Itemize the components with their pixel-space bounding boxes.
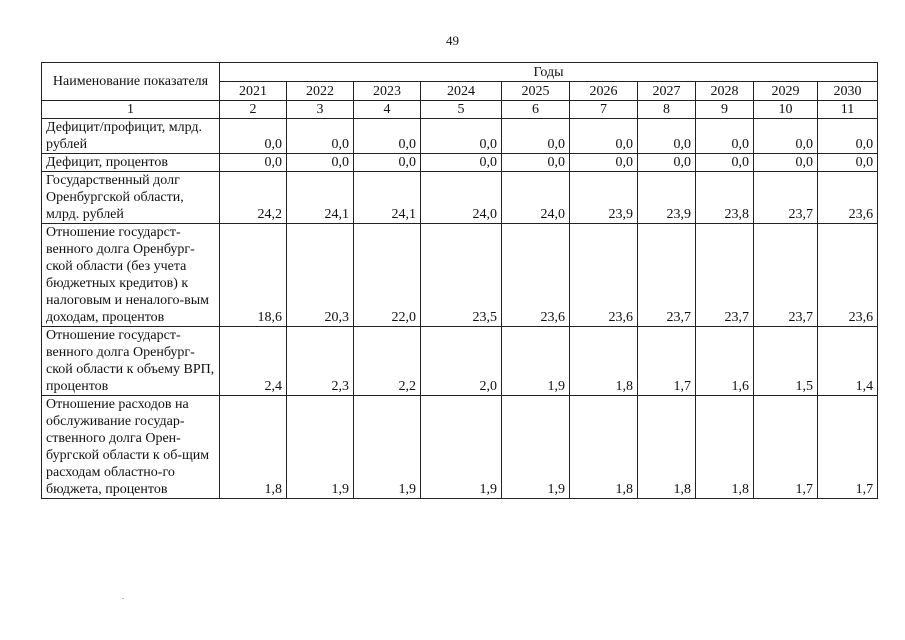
row-value: 0,0 [421, 154, 502, 172]
row-value: 1,8 [570, 396, 638, 499]
row-value: 1,6 [696, 327, 754, 396]
row-value: 0,0 [818, 119, 878, 154]
row-value: 1,9 [502, 327, 570, 396]
row-label: Отношение государст-венного долга Оренбург-ской области к объему ВРП, процентов [42, 327, 220, 396]
row-value: 0,0 [570, 154, 638, 172]
row-value: 1,8 [220, 396, 287, 499]
row-value: 23,6 [570, 224, 638, 327]
row-value: 1,8 [638, 396, 696, 499]
table-row [42, 224, 878, 327]
year-header-cell: 2022 [287, 82, 354, 101]
year-header-cell: 2021 [220, 82, 287, 101]
row-value: 0,0 [818, 154, 878, 172]
row-value: 1,8 [570, 327, 638, 396]
row-label: Дефицит, процентов [42, 154, 220, 172]
row-value: 1,9 [502, 396, 570, 499]
row-value: 0,0 [354, 119, 421, 154]
row-value: 24,0 [421, 172, 502, 224]
header-row-top [42, 63, 878, 82]
row-value: 24,1 [354, 172, 421, 224]
year-header-cell: 2026 [570, 82, 638, 101]
row-value: 23,8 [696, 172, 754, 224]
row-value: 0,0 [638, 119, 696, 154]
column-number-row [42, 101, 878, 119]
row-value: 23,9 [638, 172, 696, 224]
row-value: 0,0 [638, 154, 696, 172]
row-value: 18,6 [220, 224, 287, 327]
column-number-cell: 4 [354, 101, 421, 119]
row-value: 0,0 [754, 154, 818, 172]
row-value: 22,0 [354, 224, 421, 327]
row-value: 0,0 [354, 154, 421, 172]
indicator-name-header: Наименование показателя [42, 63, 220, 101]
table-row [42, 119, 878, 154]
row-value: 23,7 [754, 172, 818, 224]
row-value: 0,0 [220, 154, 287, 172]
year-header-cell: 2025 [502, 82, 570, 101]
row-value: 0,0 [696, 119, 754, 154]
row-value: 23,7 [638, 224, 696, 327]
row-value: 24,0 [502, 172, 570, 224]
column-number-cell: 3 [287, 101, 354, 119]
row-value: 0,0 [220, 119, 287, 154]
row-value: 1,9 [421, 396, 502, 499]
row-value: 1,4 [818, 327, 878, 396]
row-label: Отношение государст-венного долга Оренбург-ской области (без учета бюджетных кредитов) к налоговым и неналого-вым доходам, процентов [42, 224, 220, 327]
scan-speck [122, 598, 124, 599]
row-value: 1,9 [354, 396, 421, 499]
column-number-cell: 11 [818, 101, 878, 119]
table-row [42, 396, 878, 499]
year-header-cell: 2030 [818, 82, 878, 101]
row-value: 1,5 [754, 327, 818, 396]
row-value: 0,0 [502, 119, 570, 154]
row-value: 23,6 [818, 172, 878, 224]
row-value: 0,0 [287, 154, 354, 172]
year-header-cell: 2023 [354, 82, 421, 101]
column-number-cell: 8 [638, 101, 696, 119]
row-value: 2,3 [287, 327, 354, 396]
row-label: Государственный долг Оренбургской области, млрд. рублей [42, 172, 220, 224]
row-value: 2,0 [421, 327, 502, 396]
year-header-cell: 2029 [754, 82, 818, 101]
row-value: 20,3 [287, 224, 354, 327]
row-value: 23,9 [570, 172, 638, 224]
row-value: 1,7 [818, 396, 878, 499]
table-row [42, 327, 878, 396]
table-row [42, 172, 878, 224]
row-value: 1,8 [696, 396, 754, 499]
row-label: Дефицит/профицит, млрд. рублей [42, 119, 220, 154]
row-value: 23,7 [696, 224, 754, 327]
row-value: 0,0 [287, 119, 354, 154]
row-value: 1,7 [638, 327, 696, 396]
column-number-cell: 10 [754, 101, 818, 119]
row-value: 1,9 [287, 396, 354, 499]
column-number-cell: 9 [696, 101, 754, 119]
row-value: 0,0 [570, 119, 638, 154]
year-header-cell: 2027 [638, 82, 696, 101]
table-row [42, 154, 878, 172]
row-value: 24,1 [287, 172, 354, 224]
column-number-cell: 7 [570, 101, 638, 119]
row-value: 2,2 [354, 327, 421, 396]
year-header-cell: 2028 [696, 82, 754, 101]
budget-indicators-table [41, 62, 878, 499]
row-value: 0,0 [754, 119, 818, 154]
column-number-cell: 2 [220, 101, 287, 119]
row-value: 0,0 [421, 119, 502, 154]
year-header-cell: 2024 [421, 82, 502, 101]
row-value: 23,6 [818, 224, 878, 327]
column-number-cell: 1 [42, 101, 220, 119]
column-number-cell: 6 [502, 101, 570, 119]
row-value: 0,0 [696, 154, 754, 172]
row-value: 23,6 [502, 224, 570, 327]
row-value: 1,7 [754, 396, 818, 499]
page-number: 49 [446, 33, 459, 48]
row-value: 24,2 [220, 172, 287, 224]
column-number-cell: 5 [421, 101, 502, 119]
row-value: 0,0 [502, 154, 570, 172]
years-header: Годы [220, 63, 878, 82]
row-value: 23,5 [421, 224, 502, 327]
row-value: 23,7 [754, 224, 818, 327]
row-label: Отношение расходов на обслуживание государ-ственного долга Орен-бургской области к об-щим расходам областно-го бюджета, процентов [42, 396, 220, 499]
row-value: 2,4 [220, 327, 287, 396]
